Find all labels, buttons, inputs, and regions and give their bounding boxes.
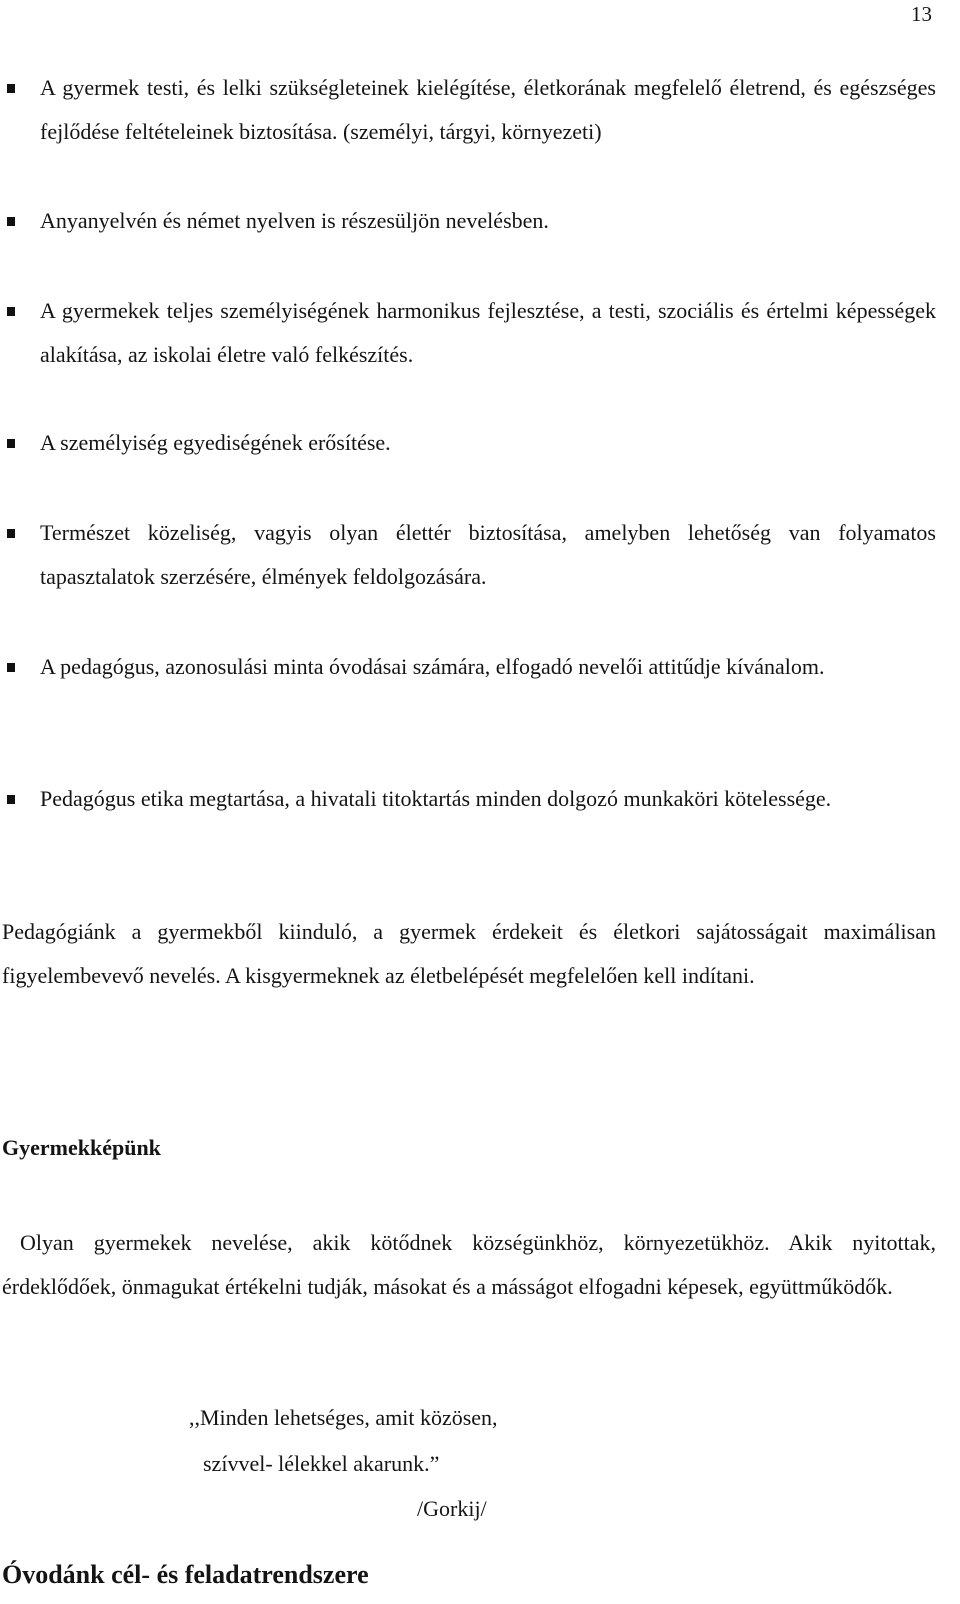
list-item: [40, 66, 936, 154]
list-item-text: Pedagógus etika megtartása, a hivatali titoktartás minden dolgozó munkaköri kötelessége.: [40, 786, 832, 811]
list-item-text: Anyanyelvén és német nyelven is részesüljön nevelésben.: [40, 208, 549, 233]
paragraph-child-image: Olyan gyermekek nevelése, akik kötődnek községünkhöz, környezetükhöz. Akik nyitottak, érdeklődőek, önmagukat értékelni tudják, másokat és a másságot elfogadni képesek, együttműködők.: [2, 1230, 936, 1299]
section-heading: Gyermekképünk: [2, 1135, 161, 1160]
list-item: [40, 289, 936, 377]
list-item: [40, 421, 936, 465]
list-item-text: A pedagógus, azonosulási minta óvodásai számára, elfogadó nevelői attitűdje kívánalom.: [40, 654, 825, 679]
list-item-text: A gyermek testi, és lelki szükségleteinek kielégítése, életkorának megfelelő életrend, és egészséges fejlődése feltételeinek biztosítása. (személyi, tárgyi, környezeti): [40, 75, 936, 144]
quote-author: /Gorkij/: [417, 1496, 487, 1521]
list-item: [40, 777, 936, 821]
bullet-marker-icon: [7, 217, 15, 226]
bullet-marker-icon: [7, 663, 15, 672]
list-item: [40, 511, 936, 599]
bullet-marker-icon: [7, 795, 15, 804]
quote-line-1: ,,Minden lehetséges, amit közösen,: [189, 1405, 498, 1430]
page-number: 13: [911, 2, 932, 26]
bullet-marker-icon: [7, 84, 15, 93]
paragraph-pedagogy: Pedagógiánk a gyermekből kiinduló, a gyermek érdekeit és életkori sajátosságait maximálisan figyelembevevő nevelés. A kisgyermeknek az életbelépését megfelelően kell indítani.: [2, 919, 936, 988]
bullet-marker-icon: [7, 307, 15, 316]
list-item-text: A gyermekek teljes személyiségének harmonikus fejlesztése, a testi, szociális és értelmi képességek alakítása, az iskolai életre való felkészítés.: [40, 298, 936, 367]
quote-line-2: szívvel- lélekkel akarunk.”: [203, 1451, 440, 1476]
list-item-text: A személyiség egyediségének erősítése.: [40, 430, 391, 455]
bullet-marker-icon: [7, 439, 15, 448]
list-item: [40, 199, 936, 243]
next-section-heading: Óvodánk cél- és feladatrendszere: [2, 1560, 369, 1589]
list-item-text: Természet közeliség, vagyis olyan élettér biztosítása, amelyben lehetőség van folyamatos tapasztalatok szerzésére, élmények feldolgozására.: [40, 520, 936, 589]
bullet-marker-icon: [7, 529, 15, 538]
list-item: [40, 645, 936, 689]
